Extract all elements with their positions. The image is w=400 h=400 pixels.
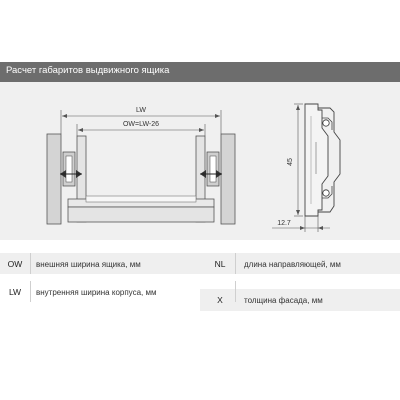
legend-code: X bbox=[217, 295, 223, 305]
legend-description: внешняя ширина ящика, мм bbox=[36, 260, 141, 269]
right-cabinet-wall bbox=[221, 134, 235, 224]
height-label: 45 bbox=[287, 158, 294, 166]
legend-description: внутренняя ширина корпуса, мм bbox=[36, 288, 157, 297]
ow-label: OW=LW-26 bbox=[122, 121, 160, 128]
height-dimension bbox=[294, 104, 303, 216]
width-label: 12.7 bbox=[277, 220, 291, 227]
legend-description: длина направляющей, мм bbox=[244, 260, 341, 269]
left-cabinet-wall bbox=[47, 134, 61, 224]
page-title: Расчет габаритов выдвижного ящика bbox=[6, 65, 170, 76]
lw-label: LW bbox=[136, 107, 146, 114]
drawer-diagram bbox=[0, 82, 400, 240]
legend-row bbox=[0, 253, 400, 274]
drawer-box bbox=[68, 136, 214, 222]
legend-code: NL bbox=[214, 259, 226, 269]
header-bar bbox=[0, 62, 400, 82]
legend-code: OW bbox=[7, 259, 23, 269]
legend-code: LW bbox=[8, 287, 22, 297]
slide-profile bbox=[305, 104, 340, 216]
column-divider bbox=[30, 253, 31, 274]
legend-description: толщина фасада, мм bbox=[244, 296, 323, 305]
legend-row bbox=[200, 289, 400, 311]
column-divider bbox=[30, 281, 31, 302]
column-divider bbox=[235, 281, 236, 302]
column-divider bbox=[235, 253, 236, 274]
